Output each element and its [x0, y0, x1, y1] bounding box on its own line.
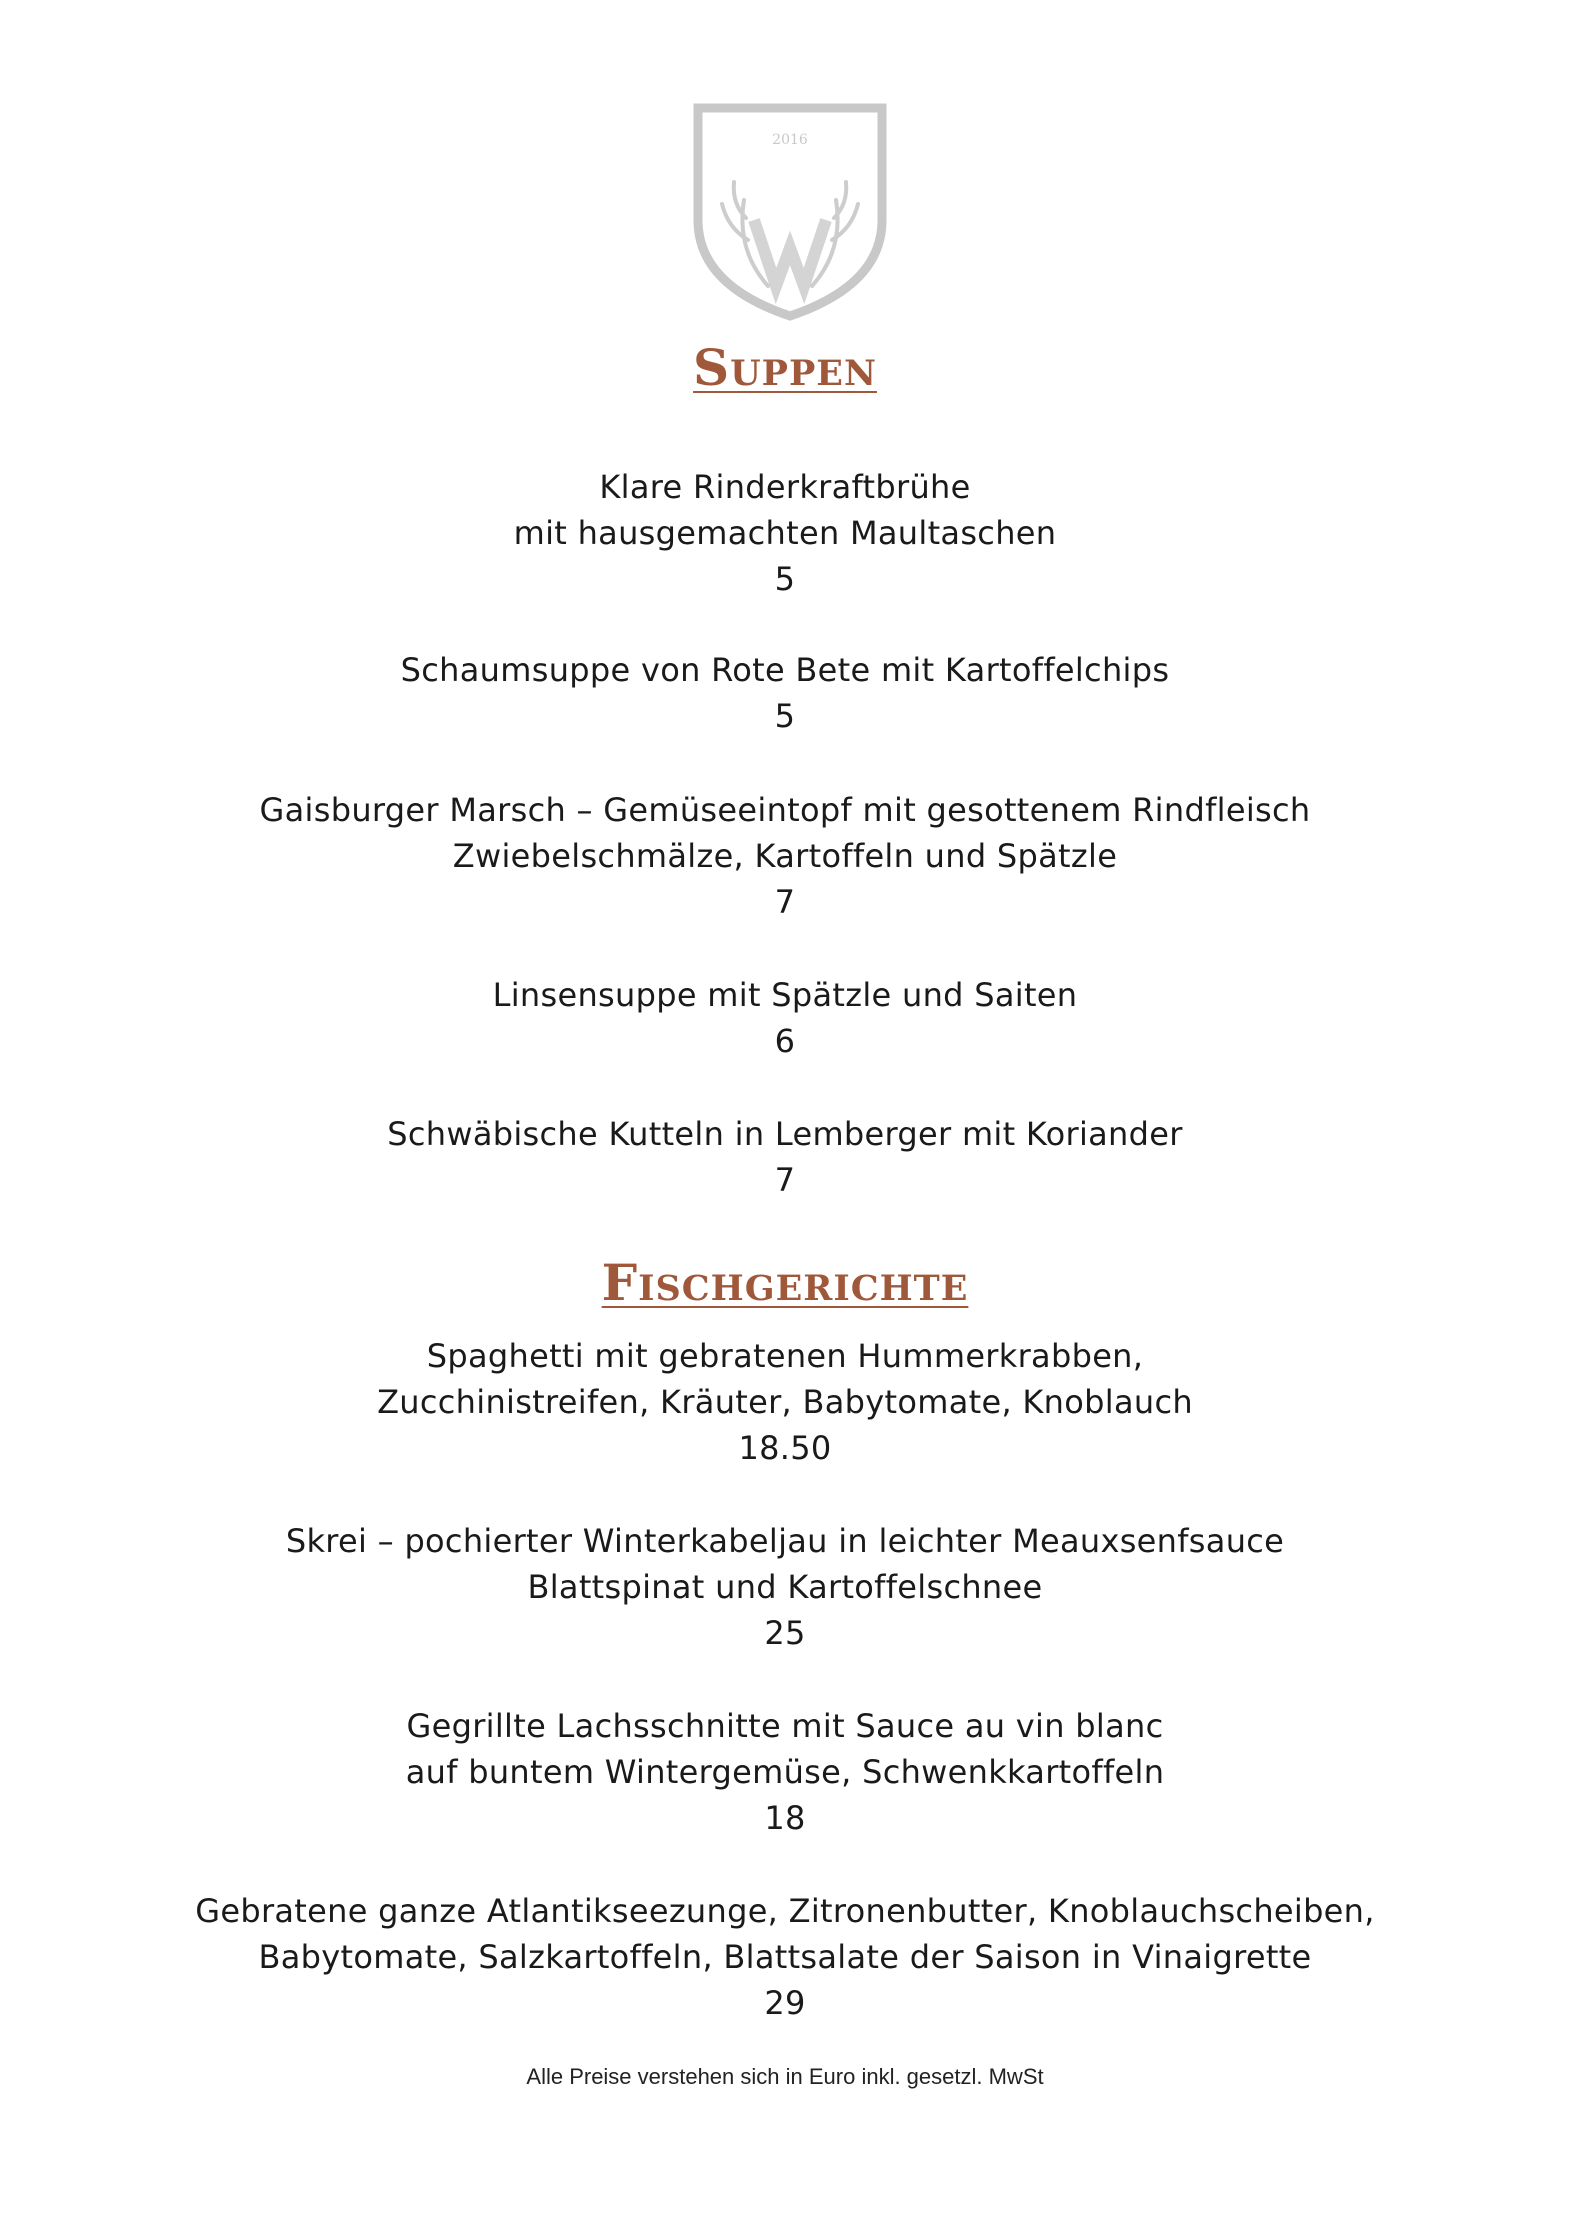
dish-price: 5 [774, 697, 796, 735]
menu-item [0, 1888, 1570, 2026]
dish-price: 18 [764, 1799, 806, 1837]
dish-description: auf buntem Wintergemüse, Schwenkkartoffeln [405, 1753, 1165, 1791]
dish-description: Spaghetti mit gebratenen Hummerkrabben, [426, 1337, 1144, 1375]
menu-item [0, 1111, 1570, 1203]
menu-item [0, 1518, 1570, 1656]
dish-description: Babytomate, Salzkartoffeln, Blattsalate der Saison in Vinaigrette [258, 1938, 1312, 1976]
dish-description: Schwäbische Kutteln in Lemberger mit Koriander [387, 1115, 1183, 1153]
menu-item [0, 1703, 1570, 1841]
dish-price: 5 [774, 560, 796, 598]
dish-description: Gebratene ganze Atlantikseezunge, Zitronenbutter, Knoblauchscheiben, [195, 1892, 1375, 1930]
menu-item [0, 972, 1570, 1064]
dish-description: Zucchinistreifen, Kräuter, Babytomate, Knoblauch [377, 1383, 1193, 1421]
dish-description: Zwiebelschmälze, Kartoffeln und Spätzle [452, 837, 1118, 875]
menu-item [0, 1333, 1570, 1471]
dish-description: Schaumsuppe von Rote Bete mit Kartoffelchips [400, 651, 1170, 689]
dish-price: 7 [774, 883, 796, 921]
menu-item [0, 464, 1570, 602]
dish-description: Blattspinat und Kartoffelschnee [527, 1568, 1043, 1606]
menu-item [0, 787, 1570, 925]
dish-price: 7 [774, 1161, 796, 1199]
dish-price: 18.50 [738, 1429, 832, 1467]
price-footnote: Alle Preise verstehen sich in Euro inkl. gesetzl. MwSt [526, 2064, 1044, 2089]
dish-description: Linsensuppe mit Spätzle und Saiten [492, 976, 1078, 1014]
dish-description: Gegrillte Lachsschnitte mit Sauce au vin blanc [406, 1707, 1164, 1745]
section-title-suppen: Suppen [693, 338, 877, 397]
section-title-fischgerichte: Fischgerichte [601, 1253, 969, 1312]
dish-description: Gaisburger Marsch – Gemüseeintopf mit gesottenem Rindfleisch [259, 791, 1311, 829]
logo-year: 2016 [772, 132, 808, 148]
dish-price: 25 [764, 1614, 806, 1652]
antler-shield-icon [692, 100, 888, 322]
dish-description: mit hausgemachten Maultaschen [513, 514, 1057, 552]
dish-description: Skrei – pochierter Winterkabeljau in leichter Meauxsenfsauce [285, 1522, 1285, 1560]
dish-price: 6 [774, 1022, 796, 1060]
dish-price: 29 [764, 1984, 806, 2022]
dish-description: Klare Rinderkraftbrühe [599, 468, 971, 506]
menu-item [0, 647, 1570, 739]
